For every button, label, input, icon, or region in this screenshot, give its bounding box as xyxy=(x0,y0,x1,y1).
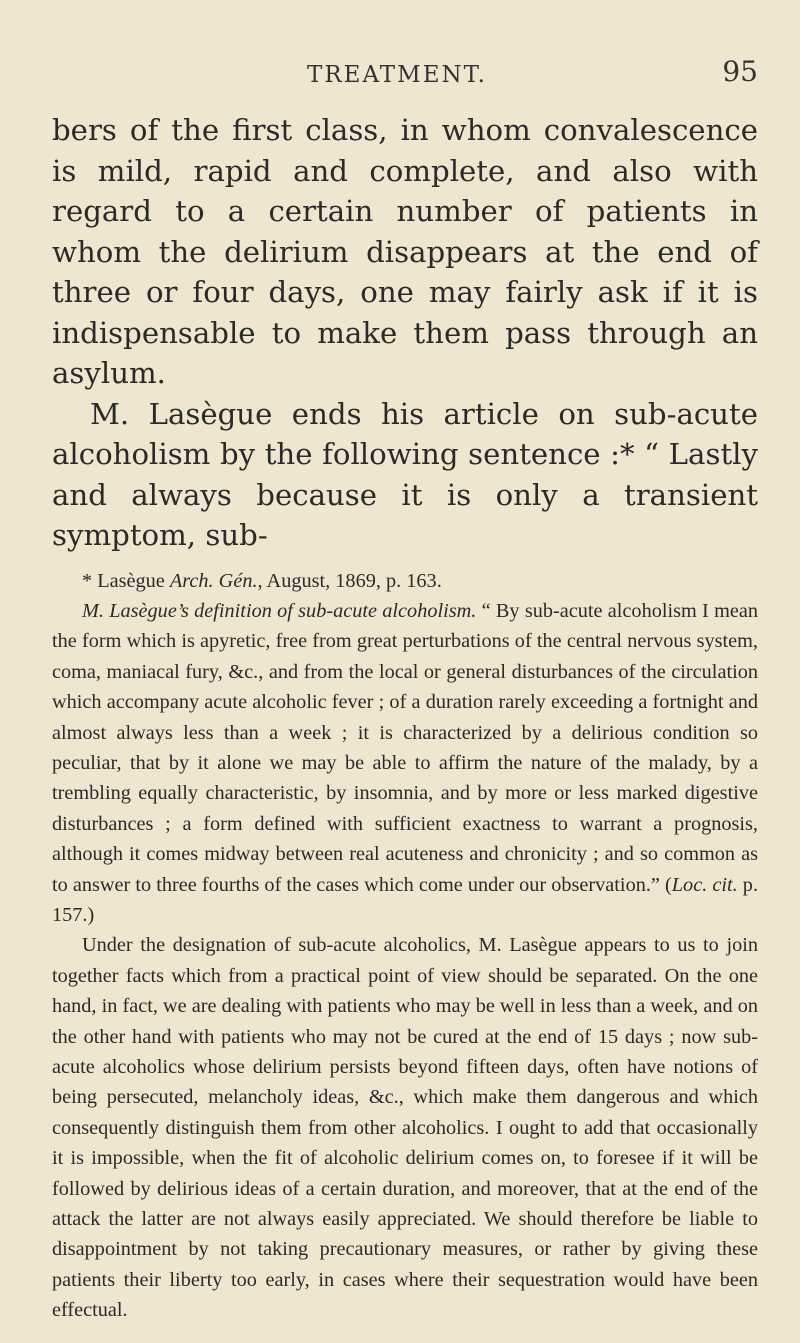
footnote-author: Lasègue xyxy=(97,569,170,592)
footnote-citation-page: p. 157.) xyxy=(52,873,759,926)
footnote-definition-text: “ By sub-acute alcoholism I mean the form which is apyretic, free from great perturbations of the central nervous system, coma, maniacal fury, &c., and from the local or general disturbances of the circulation which accompany acute alcoholic fever ; of a duration rarely exceeding a fortnight and almost always less than a week ; it is characterized by a delirious condition so peculiar, that by it alone we may be able to affirm the nature of the malady, by a trembling equally characteristic, by insomnia, and by more or less marked digestive disturbances ; a form defined with sufficient exactness to warrant a prognosis, although it comes midway between real acuteness and chronicity ; and so common as to answer to three fourths of the cases which come under our observation.” ( xyxy=(52,599,758,896)
running-head: TREATMENT. xyxy=(307,62,487,88)
page-header xyxy=(52,0,758,110)
footnote-reference xyxy=(52,566,758,596)
footnote-mark: * xyxy=(82,569,98,592)
footnote-commentary: Under the designation of sub-acute alcoholics, M. Lasègue appears to us to join together facts which from a practical point of view should be separated. On the one hand, in fact, we are dealing with patients who may be well in less than a week, and on the other hand with patients who may not be cured at the end of 15 days ; now sub-acute alcoholics whose delirium persists beyond fifteen days, often have notions of being persecuted, melancholy ideas, &c., which make them dangerous and which consequently distinguish them from other alcoholics. I ought to add that occasionally it is impossible, when the fit of alcoholic delirium comes on, to foresee if it will be followed by delirious ideas of a certain duration, and moreover, that at the end of the attack the latter are not always easily appreciated. We should therefore be liable to disappointment by not taking precautionary measures, or rather by giving these patients their liberty too early, in cases where their sequestration would have been effectual. xyxy=(52,934,758,1322)
footnote-definition-title: M. Lasègue’s definition of sub-acute alcoholism. xyxy=(82,599,477,622)
footnote-citation: Loc. cit. xyxy=(671,873,738,896)
paragraph-2: M. Lasègue ends his article on sub-acute alcoholism by the following sentence :* “ Lastly and always because it is only a transient symptom, sub- xyxy=(52,396,758,552)
footnote-date: , August, 1869, p. 163. xyxy=(257,569,442,592)
main-text xyxy=(52,110,758,556)
footnote-definition xyxy=(52,596,758,930)
footnote-journal: Arch. Gén. xyxy=(169,569,258,592)
page-number: 95 xyxy=(722,55,758,88)
footnotes xyxy=(52,566,758,1326)
paragraph-1: bers of the first class, in whom convalescence is mild, rapid and complete, and also with regard to a certain number of patients in whom the delirium disappears at the end of three or four days, one may fairly ask if it is indispensable to make them pass through an asylum. xyxy=(52,113,758,390)
